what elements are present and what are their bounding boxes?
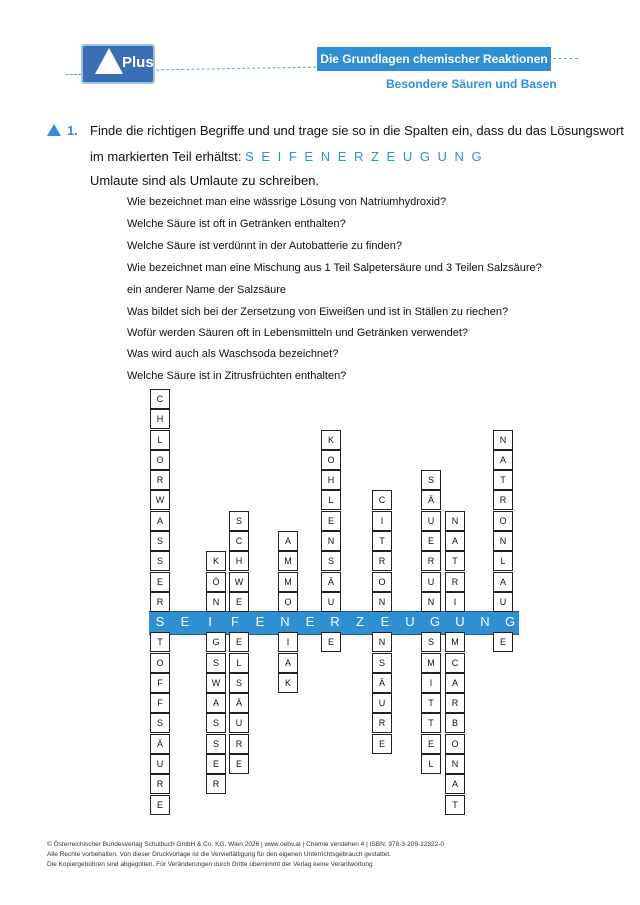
- solution-letter: Z: [356, 614, 364, 629]
- crossword-cell[interactable]: L: [493, 551, 513, 571]
- crossword-cell[interactable]: I: [445, 592, 465, 612]
- crossword-cell[interactable]: R: [421, 551, 441, 571]
- crossword-cell[interactable]: E: [229, 754, 249, 774]
- solution-letter: N: [480, 614, 490, 629]
- crossword-cell[interactable]: N: [445, 754, 465, 774]
- crossword-cell[interactable]: A: [206, 693, 226, 713]
- crossword-cell[interactable]: E: [229, 632, 249, 652]
- crossword-cell[interactable]: B: [445, 713, 465, 733]
- logo-text: Plus: [122, 54, 154, 71]
- instruction-prefix: im markierten Teil erhältst:: [90, 149, 246, 164]
- question-3: Welche Säure ist verdünnt in der Autobatterie zu finden?: [127, 240, 402, 252]
- crossword-cell[interactable]: A: [278, 531, 298, 551]
- solution-letter: E: [180, 614, 190, 629]
- crossword-cell[interactable]: S: [150, 713, 170, 733]
- crossword-cell[interactable]: S: [150, 551, 170, 571]
- crossword-cell[interactable]: T: [421, 713, 441, 733]
- crossword-cell[interactable]: O: [321, 450, 341, 470]
- instruction-line-1: Finde die richtigen Begriffe und und trage sie so in die Spalten ein, dass du das Lösungswort: [90, 123, 624, 138]
- crossword-cell[interactable]: Ä: [150, 734, 170, 754]
- crossword-cell[interactable]: S: [229, 673, 249, 693]
- crossword-cell[interactable]: W: [229, 572, 249, 592]
- solution-word: S E I F E N E R Z E U G U N G: [245, 149, 484, 164]
- crossword-cell[interactable]: A: [493, 572, 513, 592]
- crossword-cell[interactable]: U: [150, 754, 170, 774]
- crossword-cell[interactable]: N: [421, 592, 441, 612]
- crossword-cell[interactable]: K: [321, 430, 341, 450]
- crossword-cell[interactable]: M: [445, 632, 465, 652]
- crossword-cell[interactable]: R: [445, 693, 465, 713]
- crossword-cell[interactable]: T: [445, 795, 465, 815]
- crossword-cell[interactable]: A: [445, 774, 465, 794]
- crossword-cell[interactable]: R: [206, 774, 226, 794]
- crossword-cell[interactable]: W: [150, 490, 170, 510]
- solution-letter: E: [380, 614, 390, 629]
- crossword-cell[interactable]: O: [150, 450, 170, 470]
- crossword-cell[interactable]: O: [493, 511, 513, 531]
- crossword-cell[interactable]: I: [372, 511, 392, 531]
- solution-letter: E: [305, 614, 315, 629]
- crossword-cell[interactable]: E: [150, 572, 170, 592]
- crossword-cell[interactable]: C: [150, 389, 170, 409]
- crossword-cell[interactable]: S: [372, 653, 392, 673]
- crossword-cell[interactable]: S: [206, 734, 226, 754]
- crossword-cell[interactable]: M: [421, 653, 441, 673]
- crossword-cell[interactable]: R: [150, 774, 170, 794]
- crossword-cell[interactable]: Ä: [229, 693, 249, 713]
- crossword-cell[interactable]: A: [493, 450, 513, 470]
- crossword-cell[interactable]: H: [229, 551, 249, 571]
- solution-letter: F: [231, 614, 239, 629]
- crossword-cell[interactable]: L: [229, 653, 249, 673]
- crossword-cell[interactable]: E: [150, 795, 170, 815]
- crossword-cell[interactable]: N: [372, 632, 392, 652]
- crossword-cell[interactable]: O: [372, 572, 392, 592]
- question-1: Wie bezeichnet man eine wässrige Lösung von Natriumhydroxid?: [127, 196, 447, 208]
- crossword-cell[interactable]: N: [445, 511, 465, 531]
- solution-letter: R: [330, 614, 340, 629]
- crossword-cell[interactable]: N: [321, 531, 341, 551]
- crossword-cell[interactable]: Ö: [206, 572, 226, 592]
- crossword-cell[interactable]: R: [150, 592, 170, 612]
- solution-letter: G: [504, 614, 516, 629]
- solution-letter: G: [429, 614, 441, 629]
- crossword-cell[interactable]: R: [445, 572, 465, 592]
- crossword-cell[interactable]: T: [493, 470, 513, 490]
- crossword-cell[interactable]: S: [150, 531, 170, 551]
- crossword-cell[interactable]: U: [372, 693, 392, 713]
- footer-copyright: © Österreichischer Bundesverlag Schulbuch GmbH & Co. KG, Wien 2026 | www.oebv.at | Chemie verstehen 4 | ISBN: 978-3-209-12322-0: [47, 841, 445, 848]
- crossword-cell[interactable]: W: [206, 673, 226, 693]
- crossword-cell[interactable]: Ä: [321, 572, 341, 592]
- crossword-cell[interactable]: S: [206, 653, 226, 673]
- crossword-cell[interactable]: E: [321, 511, 341, 531]
- crossword-cell[interactable]: S: [421, 632, 441, 652]
- crossword-cell[interactable]: U: [421, 511, 441, 531]
- section-subtitle: Besondere Säuren und Basen: [386, 77, 557, 91]
- crossword-cell[interactable]: O: [445, 734, 465, 754]
- solution-letter: E: [255, 614, 265, 629]
- crossword-cell[interactable]: A: [445, 531, 465, 551]
- crossword-cell[interactable]: Ä: [421, 490, 441, 510]
- crossword-cell[interactable]: R: [229, 734, 249, 754]
- footer-disclaimer: Die Kopiergebühren sind abgegolten. Für Veränderungen durch Dritte übernimmt der Verlag keine Verantwortung: [47, 861, 373, 868]
- crossword-cell[interactable]: E: [206, 754, 226, 774]
- crossword-cell[interactable]: O: [278, 592, 298, 612]
- crossword-cell[interactable]: Ä: [372, 673, 392, 693]
- crossword-cell[interactable]: C: [445, 653, 465, 673]
- crossword-cell[interactable]: T: [421, 693, 441, 713]
- crossword-cell[interactable]: C: [229, 531, 249, 551]
- solution-letter: N: [280, 614, 290, 629]
- crossword-cell[interactable]: C: [372, 490, 392, 510]
- crossword-cell[interactable]: O: [150, 653, 170, 673]
- crossword-cell[interactable]: E: [493, 632, 513, 652]
- footer-rights: Alle Rechte vorbehalten. Von dieser Druckvorlage ist die Vervielfältigung für den eigenen Unterrichtsgebrauch gestattet.: [47, 851, 391, 858]
- question-5: ein anderer Name der Salzsäure: [127, 284, 286, 296]
- crossword-cell[interactable]: I: [278, 632, 298, 652]
- crossword-cell[interactable]: L: [421, 754, 441, 774]
- question-9: Welche Säure ist in Zitrusfrüchten enthalten?: [127, 370, 347, 382]
- crossword-cell[interactable]: N: [372, 592, 392, 612]
- crossword-cell[interactable]: E: [229, 592, 249, 612]
- crossword-cell[interactable]: E: [421, 734, 441, 754]
- crossword-cell[interactable]: T: [445, 551, 465, 571]
- crossword-cell[interactable]: G: [206, 632, 226, 652]
- crossword-cell[interactable]: L: [321, 490, 341, 510]
- question-7: Wofür werden Säuren oft in Lebensmitteln und Getränken verwendet?: [127, 327, 468, 339]
- solution-letter: I: [208, 614, 212, 629]
- crossword-cell[interactable]: A: [278, 653, 298, 673]
- crossword-cell[interactable]: M: [278, 551, 298, 571]
- task-number: 1.: [67, 123, 78, 138]
- crossword-cell[interactable]: A: [445, 673, 465, 693]
- crossword-cell[interactable]: L: [150, 430, 170, 450]
- crossword-cell[interactable]: H: [150, 409, 170, 429]
- crossword-cell[interactable]: E: [321, 632, 341, 652]
- question-6: Was bildet sich bei der Zersetzung von Eiweißen und ist in Ställen zu riechen?: [127, 306, 509, 318]
- crossword-cell[interactable]: I: [421, 673, 441, 693]
- crossword-cell[interactable]: R: [372, 713, 392, 733]
- crossword-cell[interactable]: E: [421, 531, 441, 551]
- crossword-cell[interactable]: R: [372, 551, 392, 571]
- crossword-cell[interactable]: U: [493, 592, 513, 612]
- crossword-cell[interactable]: S: [229, 511, 249, 531]
- solution-letter: S: [155, 614, 165, 629]
- crossword-cell[interactable]: N: [493, 531, 513, 551]
- question-8: Was wird auch als Waschsoda bezeichnet?: [127, 348, 339, 360]
- crossword-cell[interactable]: E: [372, 734, 392, 754]
- crossword-cell[interactable]: N: [493, 430, 513, 450]
- crossword-cell[interactable]: F: [150, 673, 170, 693]
- crossword-cell[interactable]: U: [421, 572, 441, 592]
- question-4: Wie bezeichnet man eine Mischung aus 1 Teil Salpetersäure und 3 Teilen Salzsäure?: [127, 262, 542, 274]
- crossword-cell[interactable]: K: [206, 551, 226, 571]
- crossword-cell[interactable]: N: [206, 592, 226, 612]
- crossword-cell[interactable]: A: [150, 511, 170, 531]
- crossword-cell[interactable]: R: [150, 470, 170, 490]
- crossword-cell[interactable]: K: [278, 673, 298, 693]
- crossword-cell[interactable]: T: [372, 531, 392, 551]
- crossword-cell[interactable]: M: [278, 572, 298, 592]
- crossword-cell[interactable]: S: [321, 551, 341, 571]
- crossword-cell[interactable]: U: [229, 713, 249, 733]
- question-2: Welche Säure ist oft in Getränken enthalten?: [127, 218, 346, 230]
- crossword-cell[interactable]: H: [321, 470, 341, 490]
- crossword-cell[interactable]: R: [493, 490, 513, 510]
- instruction-line-3: Umlaute sind als Umlaute zu schreiben.: [90, 173, 320, 188]
- crossword-cell[interactable]: S: [421, 470, 441, 490]
- crossword-cell[interactable]: S: [206, 713, 226, 733]
- crossword-cell[interactable]: T: [150, 632, 170, 652]
- solution-letter: U: [405, 614, 415, 629]
- crossword-cell[interactable]: F: [150, 693, 170, 713]
- solution-letter: U: [455, 614, 465, 629]
- crossword-cell[interactable]: U: [321, 592, 341, 612]
- chapter-title: Die Grundlagen chemischer Reaktionen: [317, 47, 551, 71]
